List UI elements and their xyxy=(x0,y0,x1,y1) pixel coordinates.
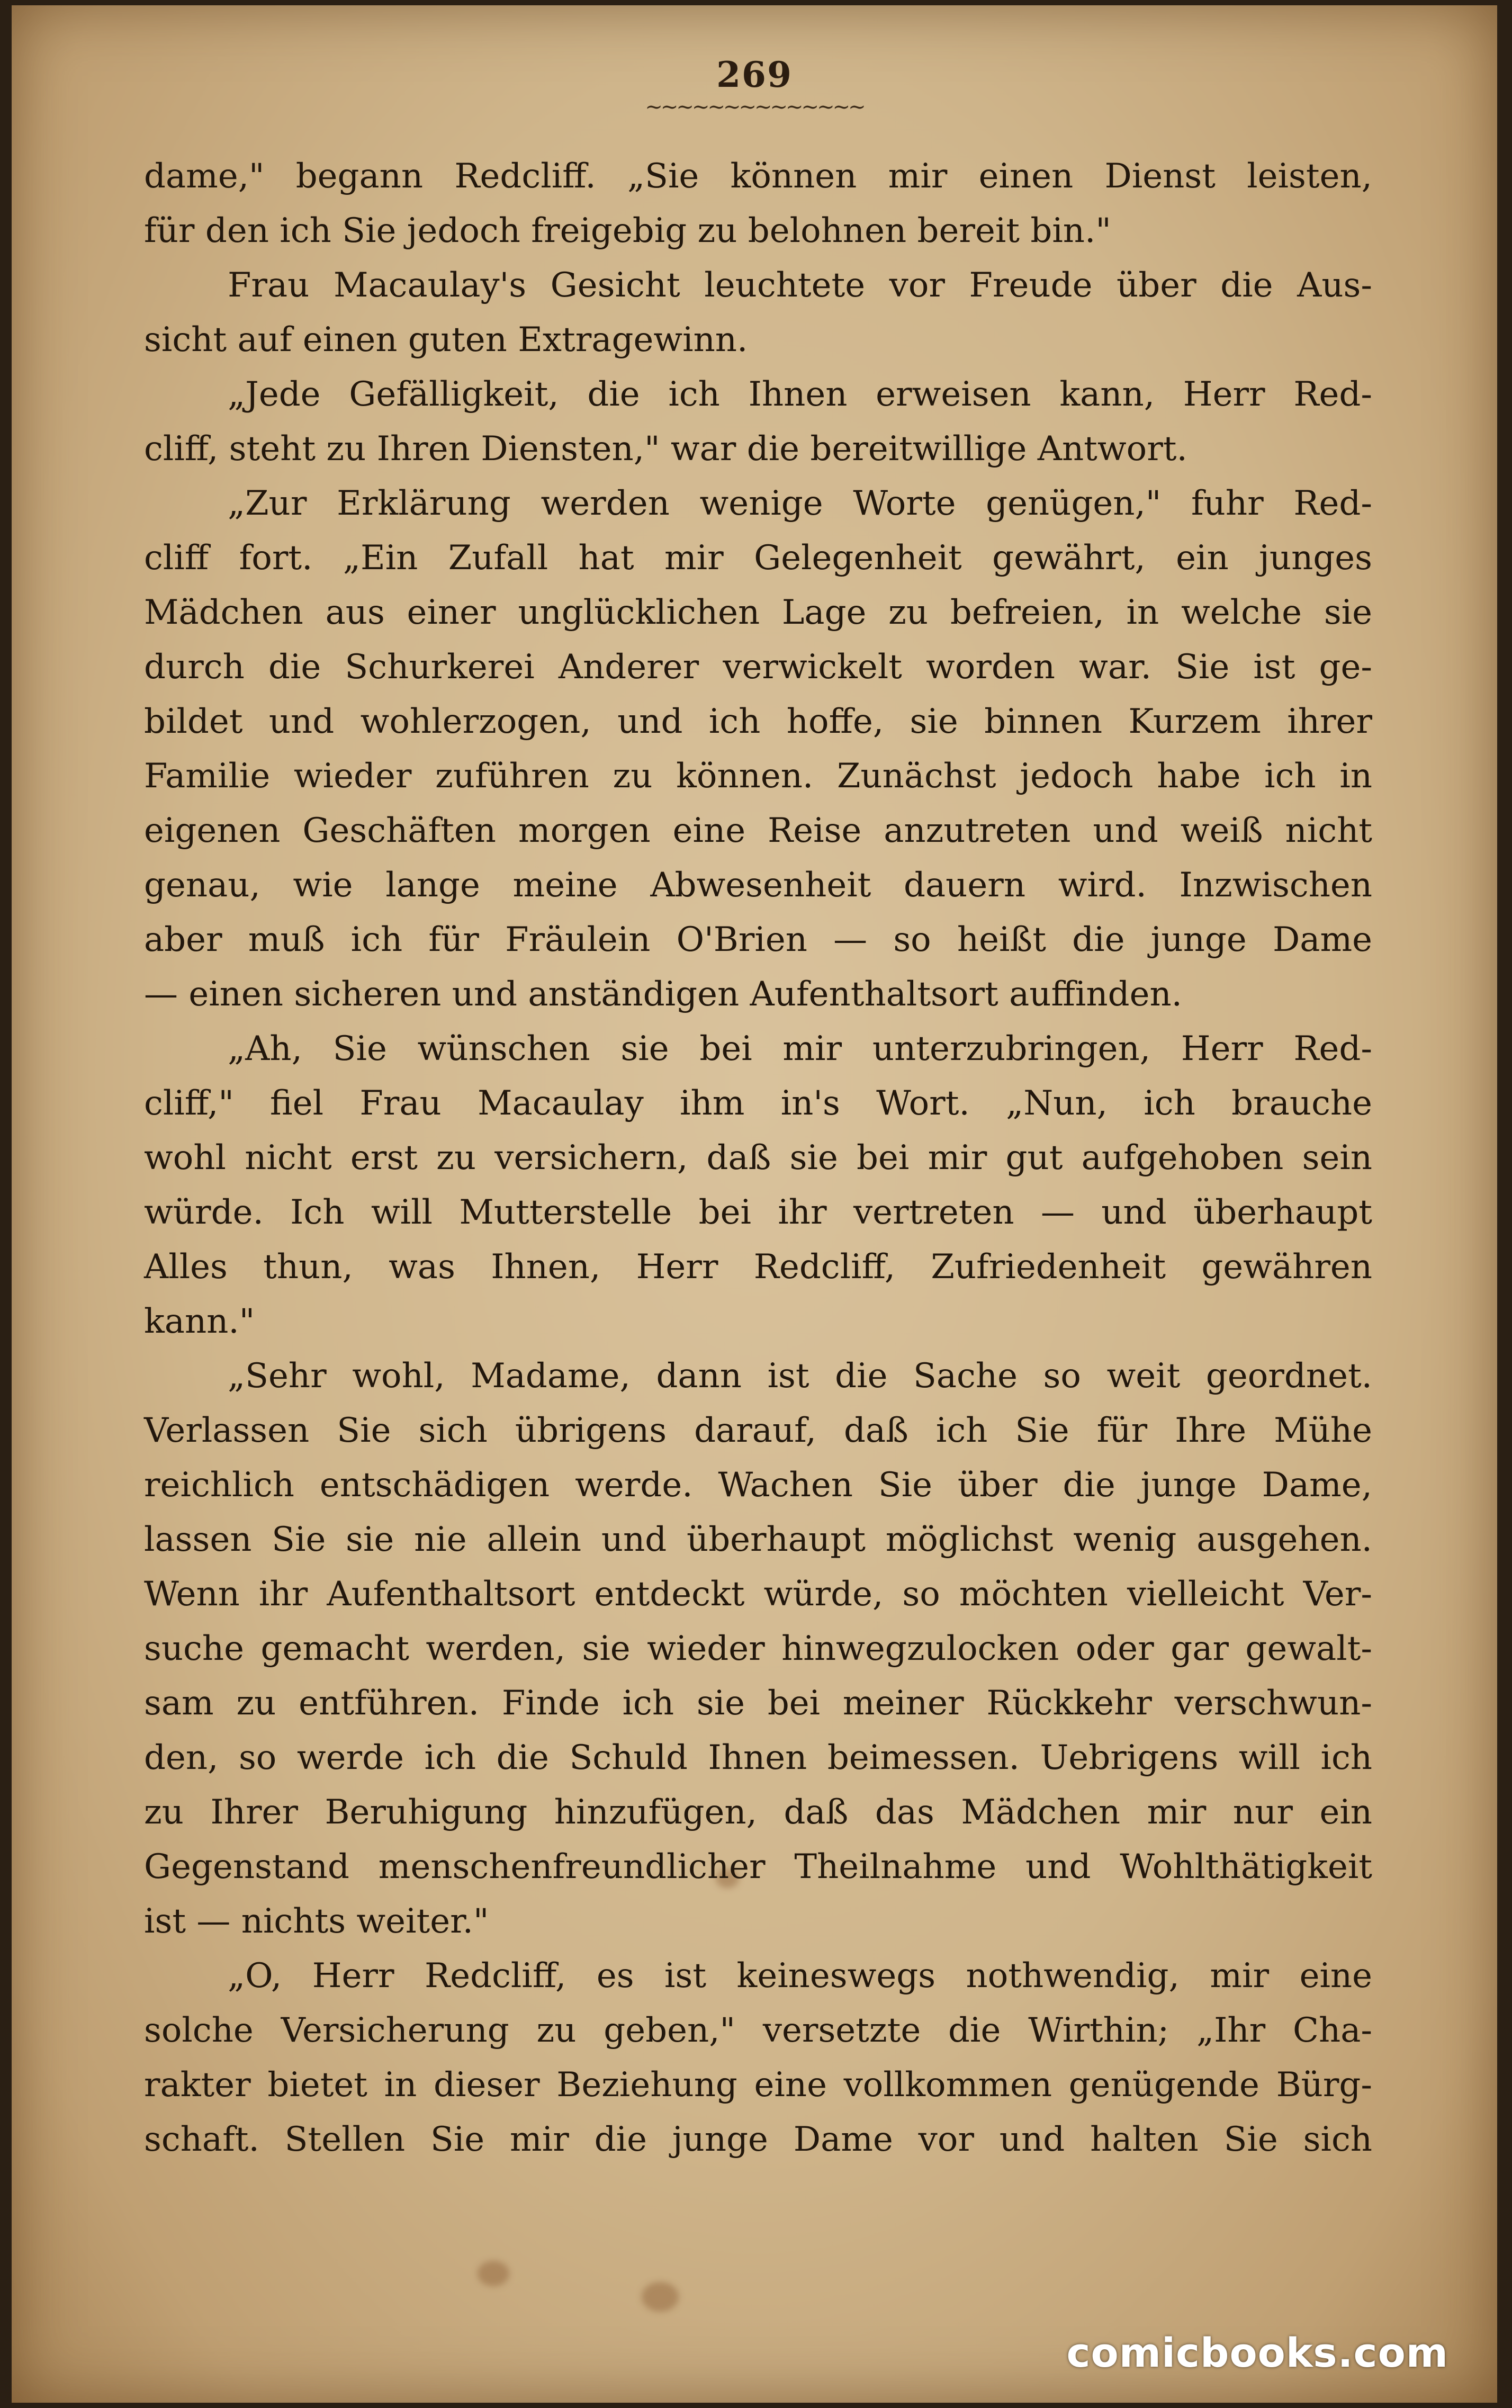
text-line: Wenn ihr Aufenthaltsort entdeckt würde, so möchten vielleicht Ver- xyxy=(144,1575,1372,1614)
stain-mark xyxy=(642,2282,679,2312)
text-line: würde. Ich will Mutterstelle bei ihr vertreten — und überhaupt xyxy=(144,1193,1372,1232)
text-line: „Jede Gefälligkeit, die ich Ihnen erweisen kann, Herr Red- xyxy=(228,375,1372,414)
text-line: ist — nichts weiter." xyxy=(144,1902,489,1941)
stain-mark xyxy=(478,2261,509,2286)
text-line: reichlich entschädigen werde. Wachen Sie über die junge Dame, xyxy=(144,1466,1372,1505)
text-line: — einen sicheren und anständigen Aufenthaltsort auffinden. xyxy=(144,975,1182,1014)
text-line: solche Versicherung zu geben," versetzte die Wirthin; „Ihr Cha- xyxy=(144,2011,1372,2050)
text-line: durch die Schurkerei Anderer verwickelt worden war. Sie ist ge- xyxy=(144,648,1372,687)
text-line: Frau Macaulay's Gesicht leuchtete vor Freude über die Aus- xyxy=(228,266,1372,305)
text-line: suche gemacht werden, sie wieder hinwegzulocken oder gar gewalt- xyxy=(144,1629,1372,1668)
text-line: cliff, steht zu Ihren Diensten," war die bereitwillige Antwort. xyxy=(144,429,1187,469)
text-line: cliff," fiel Frau Macaulay ihm in's Wort. „Nun, ich brauche xyxy=(144,1084,1372,1123)
text-line: Verlassen Sie sich übrigens darauf, daß ich Sie für Ihre Mühe xyxy=(144,1411,1372,1450)
text-line: kann." xyxy=(144,1302,255,1341)
text-line: „O, Herr Redcliff, es ist keineswegs nothwendig, mir eine xyxy=(228,1956,1372,1996)
text-line: cliff fort. „Ein Zufall hat mir Gelegenheit gewährt, ein junges xyxy=(144,538,1372,578)
text-line: dame," begann Redcliff. „Sie können mir einen Dienst leisten, xyxy=(144,157,1372,196)
page-number: 269 xyxy=(716,54,793,95)
text-line: bildet und wohlerzogen, und ich hoffe, sie binnen Kurzem ihrer xyxy=(144,702,1372,741)
book-page xyxy=(12,5,1497,2403)
text-line: Mädchen aus einer unglücklichen Lage zu befreien, in welche sie xyxy=(144,593,1372,632)
text-line: „Ah, Sie wünschen sie bei mir unterzubringen, Herr Red- xyxy=(228,1029,1372,1068)
text-line: „Zur Erklärung werden wenige Worte genügen," fuhr Red- xyxy=(228,484,1372,523)
text-line: eigenen Geschäften morgen eine Reise anzutreten und weiß nicht xyxy=(144,811,1372,850)
text-line: aber muß ich für Fräulein O'Brien — so heißt die junge Dame xyxy=(144,920,1372,959)
text-line: „Sehr wohl, Madame, dann ist die Sache so weit geordnet. xyxy=(228,1356,1372,1396)
text-line: sam zu entführen. Finde ich sie bei meiner Rückkehr verschwun- xyxy=(144,1684,1372,1723)
text-line: genau, wie lange meine Abwesenheit dauern wird. Inzwischen xyxy=(144,866,1372,905)
text-line: für den ich Sie jedoch freigebig zu belohnen bereit bin." xyxy=(144,211,1111,250)
body-text xyxy=(144,149,1372,2167)
text-line: Alles thun, was Ihnen, Herr Redcliff, Zufriedenheit gewähren xyxy=(144,1247,1372,1287)
text-line: lassen Sie sie nie allein und überhaupt möglichst wenig ausgehen. xyxy=(144,1520,1372,1559)
text-line: schaft. Stellen Sie mir die junge Dame vor und halten Sie sich xyxy=(144,2120,1372,2159)
header-ornament: ~~~~~~~~~~~~~~ xyxy=(645,95,864,119)
text-line: den, so werde ich die Schuld Ihnen beimessen. Uebrigens will ich xyxy=(144,1738,1372,1777)
text-line: rakter bietet in dieser Beziehung eine vollkommen genügende Bürg- xyxy=(144,2065,1372,2105)
text-line: sicht auf einen guten Extragewinn. xyxy=(144,320,748,360)
watermark: comicbooks.com xyxy=(1066,2329,1448,2376)
text-line: Gegenstand menschenfreundlicher Theilnahme und Wohlthätigkeit xyxy=(144,1847,1372,1886)
text-line: wohl nicht erst zu versichern, daß sie bei mir gut aufgehoben sein xyxy=(144,1138,1372,1178)
text-line: zu Ihrer Beruhigung hinzufügen, daß das Mädchen mir nur ein xyxy=(144,1793,1372,1832)
text-line: Familie wieder zuführen zu können. Zunächst jedoch habe ich in xyxy=(144,757,1372,796)
